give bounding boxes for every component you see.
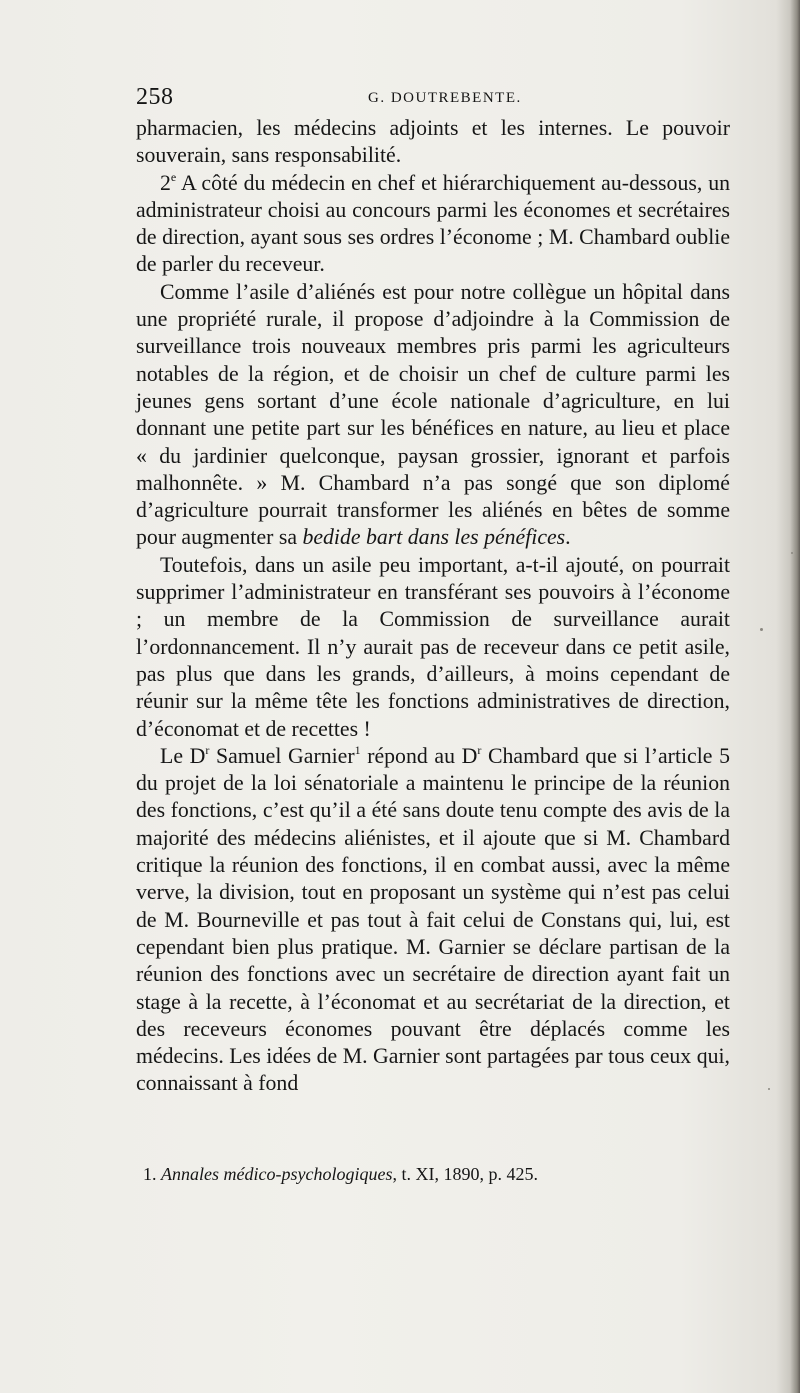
paper-speck	[768, 1088, 770, 1090]
footnote	[143, 1163, 730, 1185]
footnote-citation: , t. XI, 1890, p. 425.	[392, 1164, 538, 1184]
doctor-abbrev-sup-2: r	[477, 742, 482, 757]
footnote-number: 1.	[143, 1164, 157, 1184]
running-head: G. DOUTREBENTE.	[368, 90, 522, 106]
body-text	[136, 115, 730, 1098]
paragraph-4-text: Toutefois, dans un asile peu important, a-t-il ajouté, on pourrait supprimer l’administrateur en transférant ses pouvoirs à l’économe ; un membre de la Commission de surveillance aurait l’ordonnancement. Il n’y aurait pas de receveur dans ce petit asile, pas plus que dans les grands, d’ailleurs, à moins cependant de réunir sur la même tête les fonctions administratives de direction, d’économat et de recettes !	[136, 552, 730, 741]
page-header	[136, 84, 730, 114]
footnote-reference: 1	[354, 742, 361, 757]
paper-speck	[760, 628, 763, 631]
paragraph-5-text-a: Le D	[160, 743, 206, 768]
doctor-abbrev-sup-1: r	[205, 742, 210, 757]
paragraph-5	[136, 743, 730, 1098]
paragraph-5-text-b: Samuel Garnier	[209, 743, 355, 768]
paragraph-5-text-d: Chambard que si l’article 5 du projet de la loi sénatoriale a maintenu le principe de la réunion des fonctions, c’est qu’il a été sans doute tenu compte des avis de la majorité des médecins aliénistes, et il ajoute que si M. Chambard critique la réunion des fonctions, il en combat aussi, avec la même verve, la division, tout en proposant un système qui n’est pas celui de M. Bourneville et pas tout à fait celui de Constans qui, lui, est cependant bien plus pratique. M. Garnier se déclare partisan de la réunion des fonctions avec un secrétaire de direction ayant fait un stage à la recette, à l’économat et au secrétariat de la direction, et des receveurs économes pouvant être déplacés comme les médecins. Les idées de M. Garnier sont partagées par tous ceux qui, connaissant à fond	[136, 743, 730, 1096]
paragraph-5-text-c: répond au D	[360, 743, 478, 768]
paragraph-3-end: .	[565, 525, 571, 550]
page-edge-shadow	[790, 0, 800, 1393]
paragraph-2-ordinal: e	[170, 169, 177, 184]
paragraph-1-text: pharmacien, les médecins adjoints et les internes. Le pouvoir souverain, sans responsabilité.	[136, 116, 730, 168]
paragraph-2-text: A côté du médecin en chef et hiérarchiquement au-dessous, un administrateur choisi au concours parmi les économes et secrétaires de direction, ayant sous ses ordres l’économe ; M. Chambard oublie de parler du receveur.	[136, 170, 730, 277]
paragraph-2-number: 2	[160, 170, 171, 195]
paragraph-3	[136, 279, 730, 552]
footnote-title: Annales médico-psychologiques	[161, 1164, 393, 1184]
paragraph-3-italic: bedide bart dans les pénéfices	[302, 525, 566, 550]
page-number: 258	[136, 84, 174, 110]
paper-speck	[791, 552, 793, 554]
paragraph-3-text: Comme l’asile d’aliénés est pour notre collègue un hôpital dans une propriété rurale, il propose d’adjoindre à la Commission de surveillance trois nouveaux membres pris parmi les agriculteurs notables de la région, et de choisir un chef de culture parmi les jeunes gens sortant d’une école nationale d’agriculture, en lui donnant une petite part sur les bénéfices en nature, au lieu et place « du jardinier quelconque, paysan grossier, ignorant et parfois malhonnête. » M. Chambard n’a pas songé que son diplomé d’agriculture pourrait transformer les aliénés en bêtes de somme pour augmenter sa	[136, 279, 730, 550]
paragraph-2	[136, 170, 730, 279]
paragraph-4	[136, 552, 730, 743]
paragraph-1	[136, 115, 730, 170]
